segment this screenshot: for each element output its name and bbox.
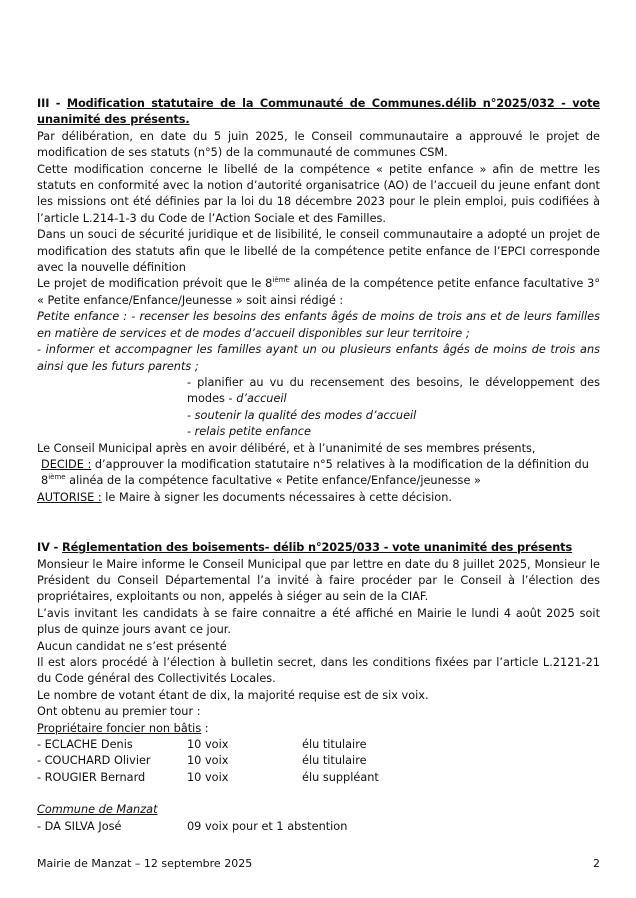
- page-footer: [37, 857, 600, 870]
- result-row: [37, 770, 600, 786]
- group-1-label: [37, 721, 600, 737]
- decide-label: DECIDE :: [41, 457, 92, 471]
- section-3-number: III -: [37, 97, 67, 110]
- candidate-name: - DA SILVA José: [37, 819, 122, 833]
- decide-text: d’approuver la modification statutaire n°5 relatives à la modification de la définition du: [91, 457, 589, 471]
- decide-number: 8: [41, 474, 49, 488]
- section-3-heading: [37, 96, 600, 129]
- list-item-informer: - informer et accompagner les familles ayant un ou plusieurs enfants âgés de moins de trois ans ainsi que les futurs parents ;: [37, 343, 600, 373]
- section-4-paragraph-5: Le nombre de votant étant de dix, la majorité requise est de six voix.: [37, 688, 429, 702]
- result-row: [37, 819, 600, 835]
- group-2-label-text: Commune de Manzat: [37, 803, 158, 817]
- list-item-soutenir: - soutenir la qualité des modes d’accueil: [187, 408, 417, 422]
- candidate-result: élu titulaire: [302, 754, 367, 768]
- candidate-name: - ROUGIER Bernard: [37, 770, 146, 784]
- list-item-text: - planifier au vu du recensement des besoins, le développement des modes -: [187, 375, 600, 406]
- section-4-paragraph-1: Monsieur le Maire informe le Conseil Municipal que par lettre en date du 8 juillet 2025, Monsieur le Président du Conseil Départemental l’a invité à faire procéder par le Conseil à l’élection des propriétaires, exploitants ou non, appelés à siéger au sein de la CIAF.: [37, 557, 600, 604]
- group-2-label: [37, 802, 600, 818]
- result-row: [37, 753, 600, 769]
- candidate-votes: 10 voix: [187, 738, 229, 752]
- section-3-paragraph-4: [37, 276, 600, 309]
- list-item-relais: - relais petite enfance: [187, 425, 311, 439]
- autorise-label: AUTORISE :: [37, 490, 102, 504]
- candidate-result: élu titulaire: [302, 738, 367, 752]
- section-3-paragraph-3: Dans un souci de sécurité juridique et de lisibilité, le conseil communautaire a adopté un projet de modification des statuts afin que le libellé de la compétence petite enfance de l’EPCI corresponde avec la nouvelle définition: [37, 228, 600, 275]
- section-4-number: IV -: [37, 541, 63, 555]
- candidate-name: - ECLACHE Denis: [37, 738, 133, 752]
- decide-paragraph: [37, 457, 600, 490]
- superscript: ième: [48, 473, 66, 482]
- section-3-paragraph-5: Le Conseil Municipal après en avoir délibéré, et à l’unanimité de ses membres présents,: [37, 441, 536, 455]
- group-1-label-text: Propriétaire foncier non bâtis: [37, 721, 202, 735]
- section-4-heading: [37, 540, 600, 556]
- list-item-planifier: [37, 375, 600, 408]
- autorise-text: le Maire à signer les documents nécessaires à cette décision.: [101, 490, 452, 504]
- candidate-votes: 10 voix: [187, 770, 229, 784]
- page-number: 2: [593, 857, 600, 870]
- section-4-paragraph-6: Ont obtenu au premier tour :: [37, 705, 201, 719]
- decide-text-2: alinéa de la compétence facultative « Petite enfance/Enfance/jeunesse »: [65, 474, 481, 488]
- footer-text: Mairie de Manzat – 12 septembre 2025: [37, 857, 253, 870]
- candidate-result: élu suppléant: [302, 770, 379, 784]
- section-3-title: Modification statutaire de la Communauté de Communes.délib n°2025/032 - vote unanimité des présents.: [37, 97, 600, 127]
- document-page: [37, 96, 600, 835]
- section-spacer: [37, 506, 600, 540]
- list-item-recenser: Petite enfance : - recenser les besoins des enfants âgés de moins de trois ans et de leurs familles en matière de services et de modes d’accueil disponibles sur leur territoire ;: [37, 310, 600, 340]
- result-row: [37, 737, 600, 753]
- superscript: ième: [272, 276, 290, 285]
- group-2-results: [37, 819, 600, 835]
- list-item-italic-text: d’accueil: [236, 392, 287, 406]
- candidate-name: - COUCHARD Olivier: [37, 754, 151, 768]
- paragraph-text: alinéa de la compétence petite enfance facultative 3° « Petite enfance/Enfance/Jeunesse » soit ainsi rédigé :: [37, 277, 601, 307]
- autorise-paragraph: [37, 490, 600, 506]
- paragraph-text: Le projet de modification prévoit que le 8: [37, 277, 273, 291]
- section-4-paragraph-2: L’avis invitant les candidats à se faire connaitre a été affiché en Mairie le lundi 4 août 2025 soit plus de quinze jours avant ce jour.: [37, 606, 600, 637]
- section-4-title: Réglementation des boisements- délib n°2025/033 - vote unanimité des présents: [62, 541, 573, 555]
- section-4-paragraph-3: Aucun candidat ne s’est présenté: [37, 639, 227, 653]
- group-1-label-suffix: :: [201, 721, 209, 735]
- candidate-votes: 09 voix pour et 1 abstention: [187, 819, 348, 833]
- group-1-results: [37, 737, 600, 786]
- group-spacer: [37, 786, 600, 802]
- section-4-paragraph-4: Il est alors procédé à l’élection à bulletin secret, dans les conditions fixées par l’article L.2121-21 du Code général des Collectivités Locales.: [37, 656, 600, 686]
- candidate-votes: 10 voix: [187, 754, 229, 768]
- section-3-paragraph-1: Par délibération, en date du 5 juin 2025, le Conseil communautaire a approuvé le projet de modification de ses statuts (n°5) de la communauté de communes CSM.: [37, 129, 600, 160]
- section-3-paragraph-2: Cette modification concerne le libellé de la compétence « petite enfance » afin de mettre les statuts en conformité avec la notion d’autorité organisatrice (AO) de l’accueil du jeune enfant dont les missions ont été définies par la loi du 18 décembre 2023 pour le plein emploi, puis codifiées à l’article L.214-1-3 du Code de l’Action Sociale et des Familles.: [37, 162, 600, 225]
